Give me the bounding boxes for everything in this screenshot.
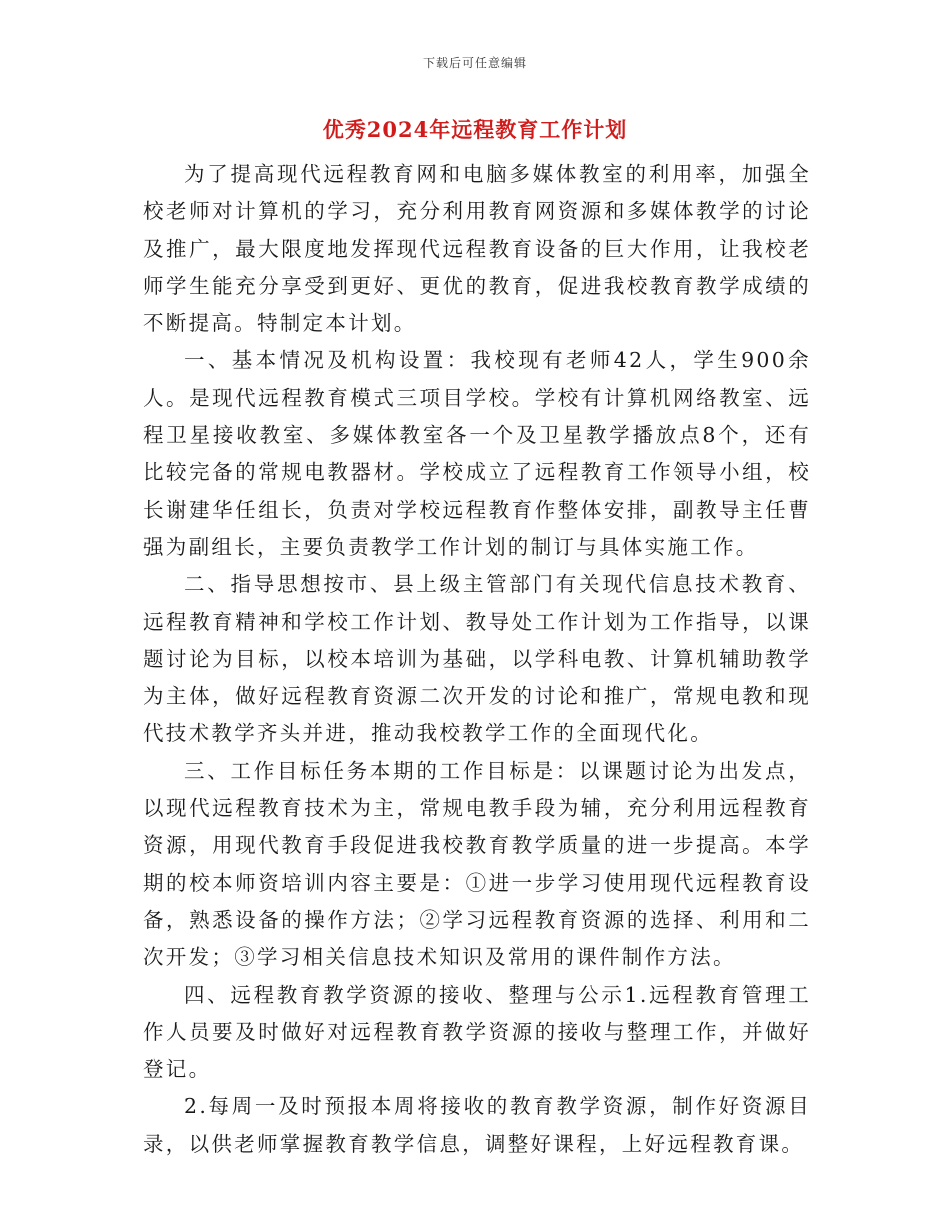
- document-body: [143, 156, 811, 1163]
- paragraph-section-1: 一、基本情况及机构设置：我校现有老师42人，学生900余人。是现代远程教育模式三项目学校。学校有计算机网络教室、远程卫星接收教室、多媒体教室各一个及卫星教学播放点8个，还有比较完备的常规电教器材。学校成立了远程教育工作领导小组，校长谢建华任组长，负责对学校远程教育作整体安排，副教导主任曹强为副组长，主要负责教学工作计划的制订与具体实施工作。: [143, 348, 811, 559]
- paragraph-section-2: 二、指导思想按市、县上级主管部门有关现代信息技术教育、远程教育精神和学校工作计划、教导处工作计划为工作指导，以课题讨论为目标，以校本培训为基础，以学科电教、计算机辅助教学为主体，做好远程教育资源二次开发的讨论和推广，常规电教和现代技术教学齐头并进，推动我校教学工作的全面现代化。: [143, 572, 811, 746]
- paragraph-section-4-item-2: 2.每周一及时预报本周将接收的教育教学资源，制作好资源目录，以供老师掌握教育教学信息，调整好课程，上好远程教育课。: [143, 1094, 811, 1156]
- paragraph-section-3: 三、工作目标任务本期的工作目标是：以课题讨论为出发点，以现代远程教育技术为主，常规电教手段为辅，充分利用远程教育资源，用现代教育手段促进我校教育教学质量的进一步提高。本学期的校本师资培训内容主要是：①进一步学习使用现代远程教育设备，熟悉设备的操作方法；②学习远程教育资源的选择、利用和二次开发；③学习相关信息技术知识及常用的课件制作方法。: [143, 758, 811, 970]
- paragraph-intro: 为了提高现代远程教育网和电脑多媒体教室的利用率，加强全校老师对计算机的学习，充分利用教育网资源和多媒体教学的讨论及推广，最大限度地发挥现代远程教育设备的巨大作用，让我校老师学生能充分享受到更好、更优的教育，促进我校教育教学成绩的不断提高。特制定本计划。: [143, 162, 811, 336]
- paragraph-section-4: 四、远程教育教学资源的接收、整理与公示1.远程教育管理工作人员要及时做好对远程教育教学资源的接收与整理工作，并做好登记。: [143, 982, 811, 1082]
- document-title: 优秀2024年远程教育工作计划: [322, 117, 628, 142]
- header-note: 下载后可任意编辑: [422, 56, 527, 70]
